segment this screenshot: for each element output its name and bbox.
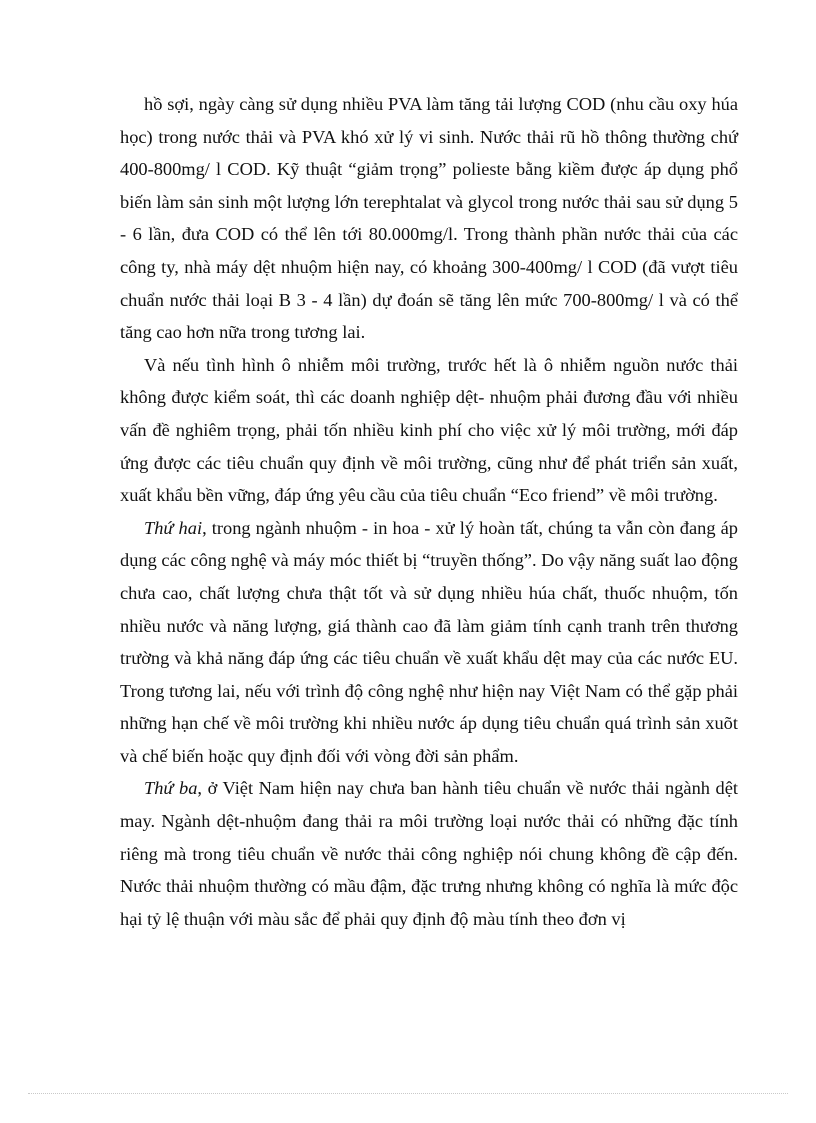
paragraph-cod-pollution bbox=[120, 88, 738, 349]
paragraph-text: , trong ngành nhuộm - in hoa - xử lý hoàn tất, chúng ta vẫn còn đang áp dụng các công nghệ và máy móc thiết bị “truyền thống”. Do vậy năng suất lao động chưa cao, chất lượng chưa thật tốt và sử dụng nhiều húa chất, thuốc nhuộm, tốn nhiều nước và năng lượng, giá thành cao đã làm giảm tính cạnh tranh trên thương trường và khả năng đáp ứng các tiêu chuẩn về xuất khẩu dệt may của các nước EU. Trong tương lai, nếu với trình độ công nghệ như hiện nay Việt Nam có thể gặp phải những hạn chế về môi trường khi nhiều nước áp dụng tiêu chuẩn quá trình sản xuõt và chế biến hoặc quy định đối với vòng đời sản phẩm. bbox=[120, 517, 738, 766]
paragraph-environmental-pollution bbox=[120, 349, 738, 512]
paragraph-second-point bbox=[120, 512, 738, 773]
paragraph-lead-italic: Thứ ba bbox=[144, 778, 198, 799]
paragraph-text: Và nếu tình hình ô nhiễm môi trường, trước hết là ô nhiễm nguồn nước thải không được kiểm soát, thì các doanh nghiệp dệt- nhuộm phải đương đầu với nhiều vấn đề nghiêm trọng, phải tốn nhiều kinh phí cho việc xử lý môi trường, mới đáp ứng được các tiêu chuẩn quy định về môi trường, cũng như để phát triển sản xuất, xuất khẩu bền vững, đáp ứng yêu cầu của tiêu chuẩn “Eco friend” về môi trường. bbox=[120, 354, 738, 506]
page-bottom-divider bbox=[28, 1093, 788, 1094]
paragraph-text: , ở Việt Nam hiện nay chưa ban hành tiêu chuẩn về nước thải ngành dệt may. Ngành dệt-nhuộm đang thải ra môi trường loại nước thải có những đặc tính riêng mà trong tiêu chuẩn về nước thải công nghiệp nói chung không đề cập đến. Nước thải nhuộm thường có mầu đậm, đặc trưng nhưng không có nghĩa là mức độc hại tỷ lệ thuận với màu sắc để phải quy định độ màu tính theo đơn vị bbox=[120, 778, 738, 929]
paragraph-text: hồ sợi, ngày càng sử dụng nhiều PVA làm tăng tải lượng COD (nhu cầu oxy húa học) trong nước thải và PVA khó xử lý vi sinh. Nước thải rũ hồ thông thường chứ 400-800mg/ l COD. Kỹ thuật “giảm trọng” polieste bằng kiềm được áp dụng phổ biến làm sản sinh một lượng lớn terephtalat và glycol trong nước thải sau sử dụng 5 - 6 lần, đưa COD có thể lên tới 80.000mg/l. Trong thành phần nước thải của các công ty, nhà máy dệt nhuộm hiện nay, có khoảng 300-400mg/ l COD (đã vượt tiêu chuẩn nước thải loại B 3 - 4 lần) dự đoán sẽ tăng lên mức 700-800mg/ l và có thể tăng cao hơn nữa trong tương lai. bbox=[120, 94, 738, 343]
paragraph-lead-italic: Thứ hai bbox=[144, 517, 203, 538]
document-body bbox=[120, 88, 738, 935]
paragraph-third-point bbox=[120, 772, 738, 935]
